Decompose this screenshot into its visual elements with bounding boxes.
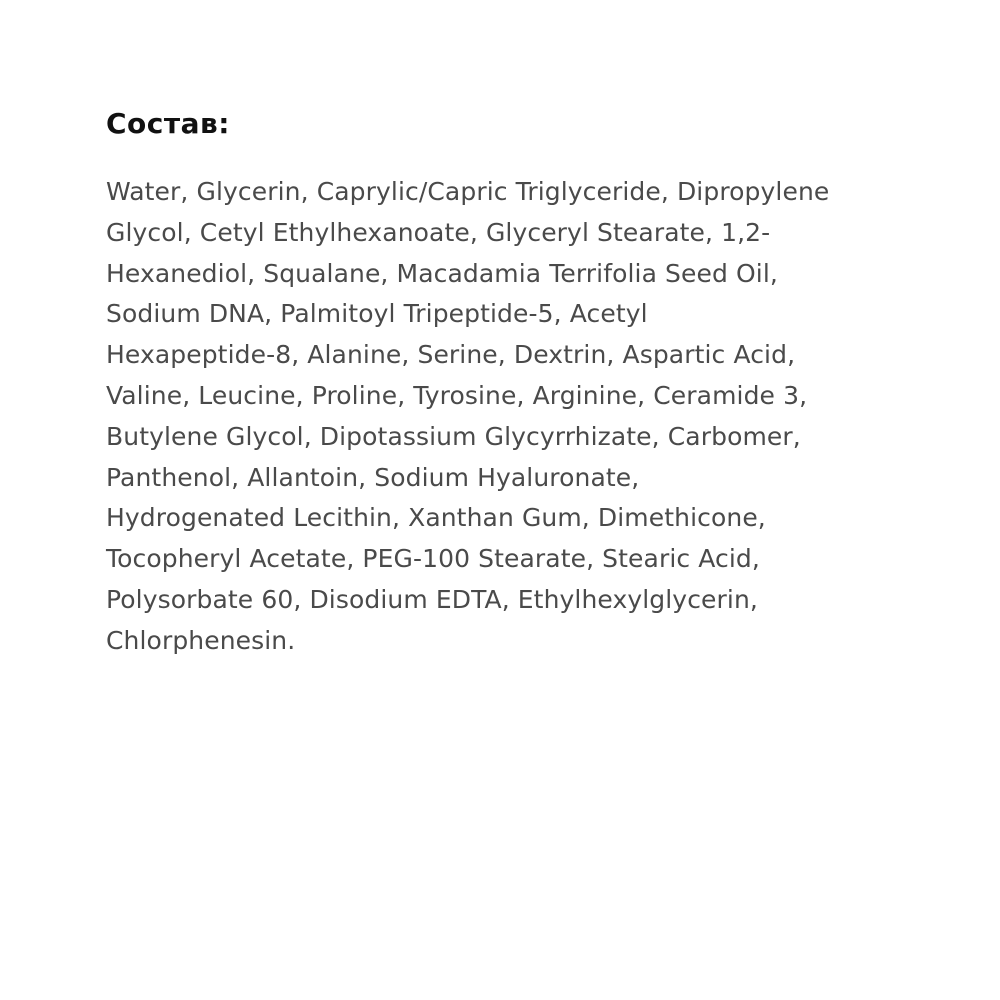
ingredients-line: Valine, Leucine, Proline, Tyrosine, Arginine, Ceramide 3,	[106, 380, 808, 410]
ingredients-line: Polysorbate 60, Disodium EDTA, Ethylhexylglycerin,	[106, 584, 758, 614]
ingredients-line: Butylene Glycol, Dipotassium Glycyrrhizate, Carbomer,	[106, 421, 801, 451]
ingredients-line: Glycol, Cetyl Ethylhexanoate, Glyceryl Stearate, 1,2-	[106, 217, 771, 247]
ingredients-line: Panthenol, Allantoin, Sodium Hyaluronate,	[106, 462, 640, 492]
ingredients-line: Chlorphenesin.	[106, 625, 296, 655]
ingredients-line: Water, Glycerin, Caprylic/Capric Triglyceride, Dipropylene	[106, 177, 830, 206]
ingredients-line: Hydrogenated Lecithin, Xanthan Gum, Dimethicone,	[106, 503, 766, 533]
composition-title: Состав:	[106, 107, 230, 140]
composition-header	[106, 104, 906, 144]
ingredients-line: Tocopheryl Acetate, PEG-100 Stearate, Stearic Acid,	[106, 544, 760, 574]
ingredients-line: Sodium DNA, Palmitoyl Tripeptide-5, Acetyl	[106, 299, 648, 329]
ingredients-line: Hexapeptide-8, Alanine, Serine, Dextrin, Aspartic Acid,	[106, 340, 796, 370]
ingredients-line: Hexanediol, Squalane, Macadamia Terrifolia Seed Oil,	[106, 258, 778, 288]
ingredients-text-block	[106, 172, 906, 662]
